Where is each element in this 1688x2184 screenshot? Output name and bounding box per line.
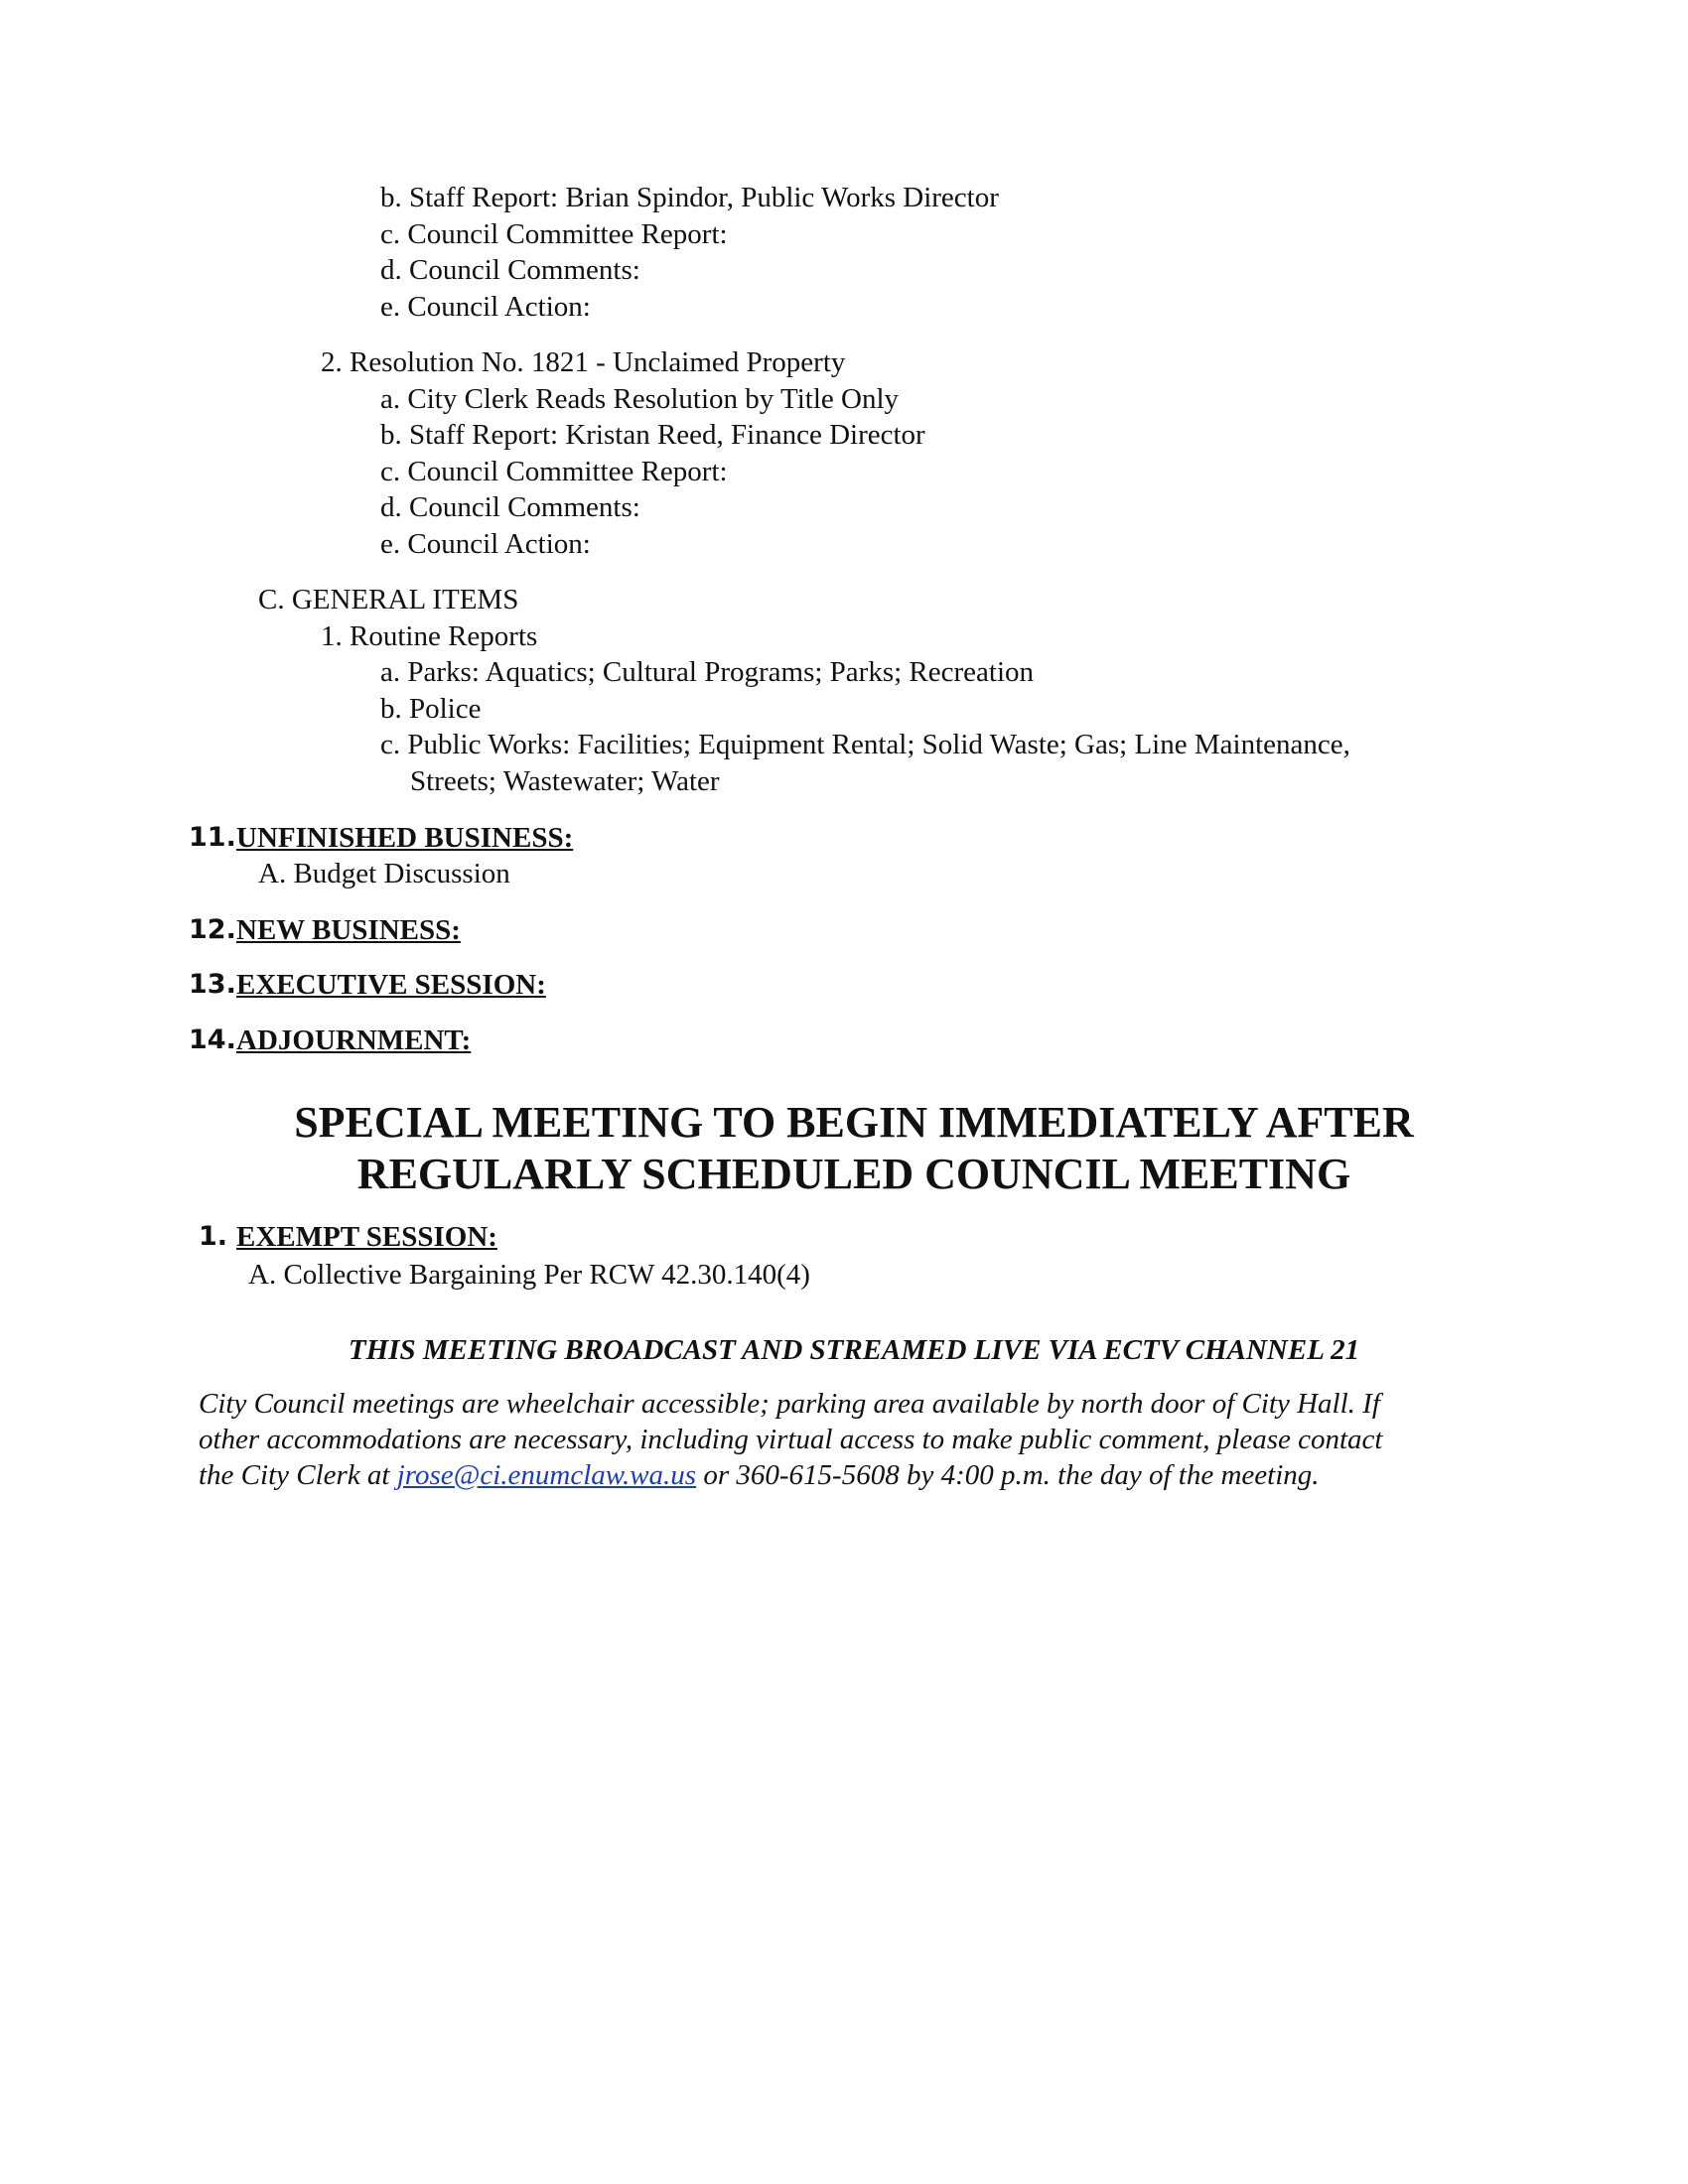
section-heading-unfinished-business: UNFINISHED BUSINESS: xyxy=(236,822,574,854)
section-number: 12. xyxy=(189,914,236,945)
agenda-subitem: e. Council Action: xyxy=(380,291,591,323)
notice-suffix: or 360-615-5608 by 4:00 p.m. the day of the meeting. xyxy=(696,1459,1320,1491)
general-items-heading: C. GENERAL ITEMS xyxy=(258,584,519,615)
agenda-subitem: d. Council Comments: xyxy=(380,491,640,523)
agenda-subitem: A. Collective Bargaining Per RCW 42.30.140(4) xyxy=(248,1259,810,1291)
agenda-subitem: a. City Clerk Reads Resolution by Title Only xyxy=(380,383,900,415)
section-number: 14. xyxy=(189,1024,236,1055)
agenda-subitem: c. Public Works: Facilities; Equipment Rental; Solid Waste; Gas; Line Maintenance, xyxy=(380,729,1350,760)
agenda-subitem: b. Police xyxy=(380,693,482,725)
section-heading-new-business: NEW BUSINESS: xyxy=(236,914,461,946)
accessibility-notice xyxy=(199,1386,1529,1493)
section-heading-exempt-session: EXEMPT SESSION: xyxy=(236,1221,497,1253)
notice-line: City Council meetings are wheelchair accessible; parking area available by north door of City Hall. If xyxy=(199,1388,1380,1420)
section-heading-adjournment: ADJOURNMENT: xyxy=(236,1024,472,1056)
special-meeting-title-line2: REGULARLY SCHEDULED COUNCIL MEETING xyxy=(356,1150,1351,1198)
notice-prefix: the City Clerk at xyxy=(199,1459,397,1491)
routine-reports-title: 1. Routine Reports xyxy=(321,620,538,652)
special-meeting-title-line1: SPECIAL MEETING TO BEGIN IMMEDIATELY AFTER xyxy=(294,1098,1414,1147)
agenda-subitem: e. Council Action: xyxy=(380,528,591,560)
agenda-subitem: A. Budget Discussion xyxy=(258,858,510,889)
notice-line: other accommodations are necessary, including virtual access to make public comment, please contact xyxy=(199,1424,1383,1455)
notice-line xyxy=(199,1457,1529,1493)
broadcast-notice: THIS MEETING BROADCAST AND STREAMED LIVE VIA ECTV CHANNEL 21 xyxy=(348,1334,1360,1366)
clerk-email-link[interactable]: jrose@ci.enumclaw.wa.us xyxy=(396,1459,697,1491)
resolution-item-title: 2. Resolution No. 1821 - Unclaimed Property xyxy=(321,346,846,378)
section-number: 1. xyxy=(199,1221,228,1252)
agenda-subitem: a. Parks: Aquatics; Cultural Programs; Parks; Recreation xyxy=(380,656,1035,688)
section-heading-executive-session: EXECUTIVE SESSION: xyxy=(236,969,546,1001)
agenda-subitem-continuation: Streets; Wastewater; Water xyxy=(410,765,720,797)
agenda-subitem: c. Council Committee Report: xyxy=(380,456,728,487)
section-number: 13. xyxy=(189,969,236,1000)
agenda-subitem: b. Staff Report: Brian Spindor, Public Works Director xyxy=(380,182,999,213)
agenda-subitem: b. Staff Report: Kristan Reed, Finance Director xyxy=(380,419,925,451)
agenda-subitem: d. Council Comments: xyxy=(380,254,640,286)
section-number: 11. xyxy=(189,822,236,853)
agenda-subitem: c. Council Committee Report: xyxy=(380,218,728,250)
